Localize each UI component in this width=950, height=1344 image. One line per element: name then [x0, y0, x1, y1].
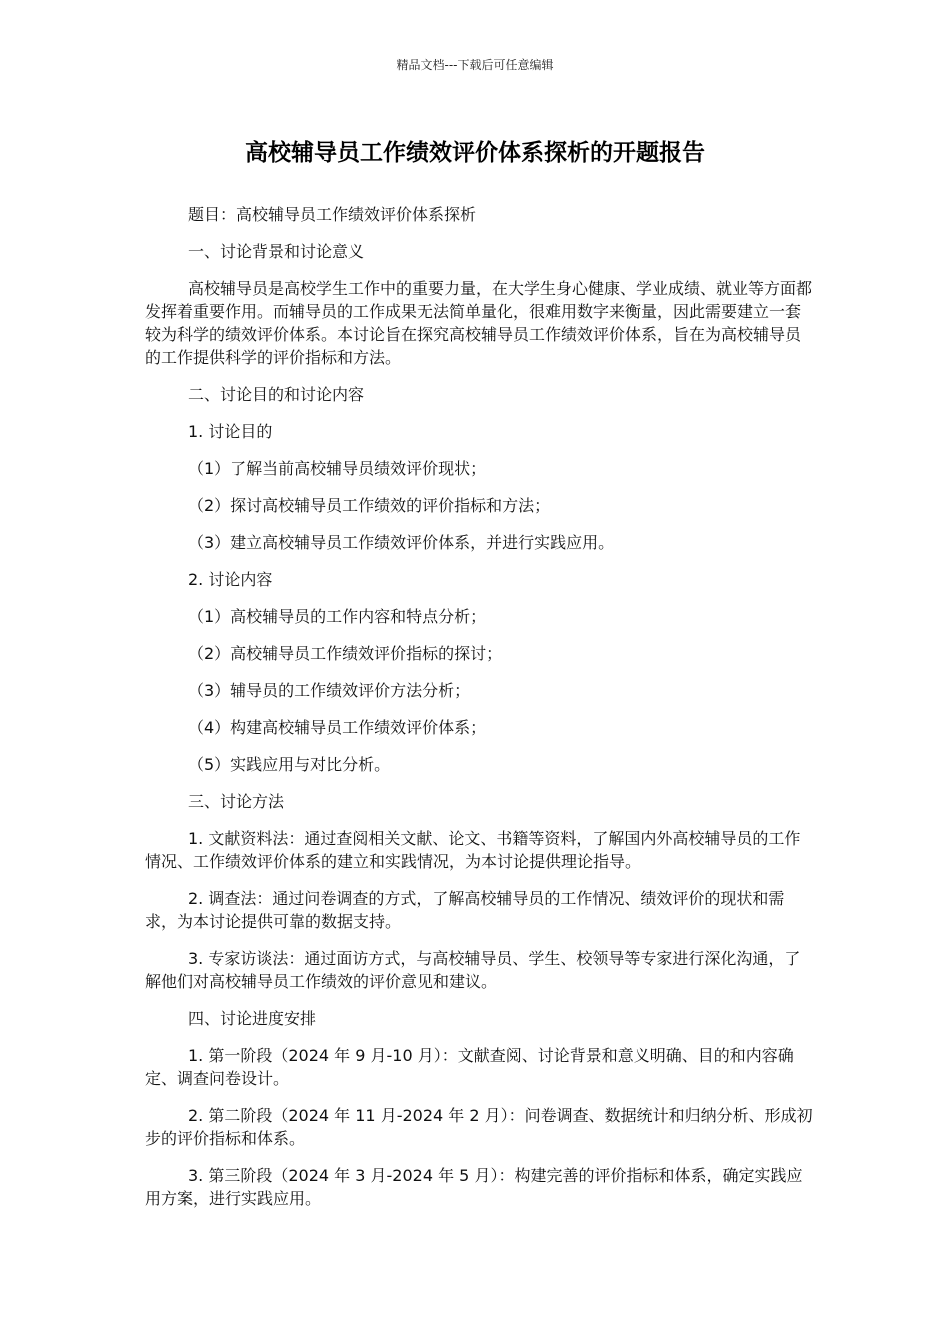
method-paragraph: 1. 文献资料法：通过查阅相关文献、论文、书籍等资料，了解国内外高校辅导员的工作情况、工作绩效评价体系的建立和实践情况，为本讨论提供理论指导。 [145, 829, 801, 871]
schedule-paragraph: 2. 第二阶段（2024 年 11 月-2024 年 2 月）：问卷调查、数据统计和归纳分析、形成初步的评价指标和体系。 [145, 1106, 813, 1148]
section-heading-methods: 三、讨论方法 [188, 792, 285, 811]
purpose-item: （2）探讨高校辅导员工作绩效的评价指标和方法； [188, 496, 551, 515]
section-heading-schedule: 四、讨论进度安排 [188, 1009, 317, 1028]
content-item: （5）实践应用与对比分析。 [188, 755, 391, 774]
method-paragraph: 2. 调查法：通过问卷调查的方式，了解高校辅导员的工作情况、绩效评价的现状和需求，为本讨论提供可靠的数据支持。 [145, 889, 785, 931]
document-body [145, 203, 813, 1224]
background-paragraph: 高校辅导员是高校学生工作中的重要力量，在大学生身心健康、学业成绩、就业等方面都发挥着重要作用。而辅导员的工作成果无法简单量化，很难用数字来衡量，因此需要建立一套较为科学的绩效评价体系。本讨论旨在探究高校辅导员工作绩效评价体系，旨在为高校辅导员的工作提供科学的评价指标和方法。 [145, 279, 813, 367]
subheading-content: 2. 讨论内容 [188, 570, 273, 589]
purpose-item: （1）了解当前高校辅导员绩效评价现状； [188, 459, 487, 478]
content-item: （1）高校辅导员的工作内容和特点分析； [188, 607, 487, 626]
subheading-purpose: 1. 讨论目的 [188, 422, 273, 441]
content-item: （4）构建高校辅导员工作绩效评价体系； [188, 718, 487, 737]
schedule-paragraph: 3. 第三阶段（2024 年 3 月-2024 年 5 月）：构建完善的评价指标和体系，确定实践应用方案，进行实践应用。 [145, 1166, 803, 1208]
method-paragraph: 3. 专家访谈法：通过面访方式，与高校辅导员、学生、校领导等专家进行深化沟通，了解他们对高校辅导员工作绩效的评价意见和建议。 [145, 949, 801, 991]
section-heading-background: 一、讨论背景和讨论意义 [188, 242, 365, 261]
purpose-item: （3）建立高校辅导员工作绩效评价体系，并进行实践应用。 [188, 533, 615, 552]
document-title: 高校辅导员工作绩效评价体系探析的开题报告 [245, 140, 705, 166]
content-item: （2）高校辅导员工作绩效评价指标的探讨； [188, 644, 503, 663]
content-item: （3）辅导员的工作绩效评价方法分析； [188, 681, 471, 700]
header-note: 精品文档---下载后可任意编辑 [396, 58, 554, 72]
topic-line: 题目：高校辅导员工作绩效评价体系探析 [188, 205, 477, 224]
schedule-paragraph: 1. 第一阶段（2024 年 9 月-10 月）：文献查阅、讨论背景和意义明确、目的和内容确定、调查问卷设计。 [145, 1046, 794, 1088]
section-heading-purpose: 二、讨论目的和讨论内容 [188, 385, 365, 404]
